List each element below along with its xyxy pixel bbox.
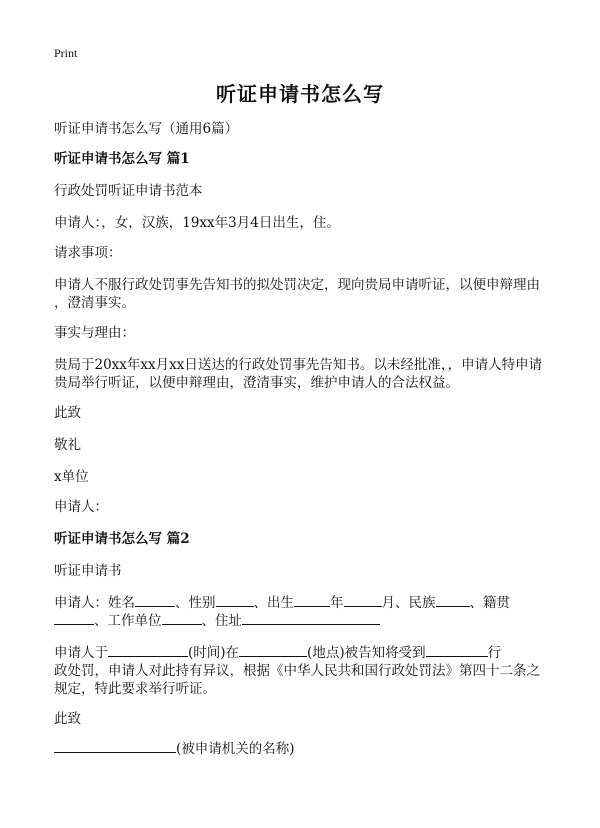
section1-line: 行政处罚听证申请书范本 <box>54 183 203 199</box>
section2-heading: 听证申请书怎么写 篇2 <box>54 531 190 547</box>
blank-field <box>54 610 94 625</box>
blank-field <box>242 610 380 625</box>
blank-field <box>108 642 188 657</box>
section1-request-text-1: 申请人不服行政处罚事先告知书的拟处罚决定，现向贵局申请听证，以便申辩理由 <box>54 277 540 293</box>
section1-facts-text-2: 贵局举行听证，以便申辩理由，澄清事实，维护申请人的合法权益。 <box>54 375 459 391</box>
document-title: 听证申请书怎么写 <box>216 82 384 106</box>
section1-heading: 听证申请书怎么写 篇1 <box>54 151 190 167</box>
section2-para-line1: 申请人于 (时间)在 (地点)被告知将受到 行 <box>54 642 560 664</box>
section1-request-label: 请求事项： <box>54 245 122 261</box>
blank-field <box>239 642 307 657</box>
section2-applicant-row2: 、工作单位 、住址 <box>54 610 560 632</box>
blank-field <box>426 642 488 657</box>
blank-field <box>162 610 202 625</box>
blank-field <box>436 592 470 607</box>
section2-agency-row: (被申请机关的名称) <box>54 738 560 760</box>
section2-applicant-row1: 申请人：姓名 、性别 、出生 年 月、民族 、籍贯 <box>54 592 560 614</box>
blank-field <box>294 592 330 607</box>
section1-facts-text-1: 贵局于20xx年xx月xx日送达的行政处罚事先告知书。以未经批准，，申请人特申请 <box>54 357 543 373</box>
section2-title: 听证申请书 <box>54 563 122 579</box>
section1-salute: 敬礼 <box>54 437 81 453</box>
section1-unit: x单位 <box>54 469 89 485</box>
blank-field <box>54 738 176 753</box>
blank-field <box>216 592 254 607</box>
section2-para-line2: 政处罚，申请人对此持有异议，根据《中华人民共和国行政处罚法》第四十二条之 <box>54 663 540 679</box>
print-label: Print <box>54 46 78 60</box>
section1-applicant: 申请人：，女，汉族，19xx年3月4日出生，住。 <box>54 215 340 231</box>
document-subtitle: 听证申请书怎么写（通用6篇） <box>54 121 239 137</box>
section1-closing: 此致 <box>54 405 81 421</box>
section2-para-line3: 规定，特此要求举行听证。 <box>54 681 216 697</box>
blank-field <box>344 592 382 607</box>
section1-request-text-2: ，澄清事实。 <box>54 295 135 311</box>
section1-facts-label: 事实与理由： <box>54 325 135 341</box>
blank-field <box>135 592 175 607</box>
section2-closing: 此致 <box>54 711 81 727</box>
section1-signature-label: 申请人： <box>54 499 108 515</box>
